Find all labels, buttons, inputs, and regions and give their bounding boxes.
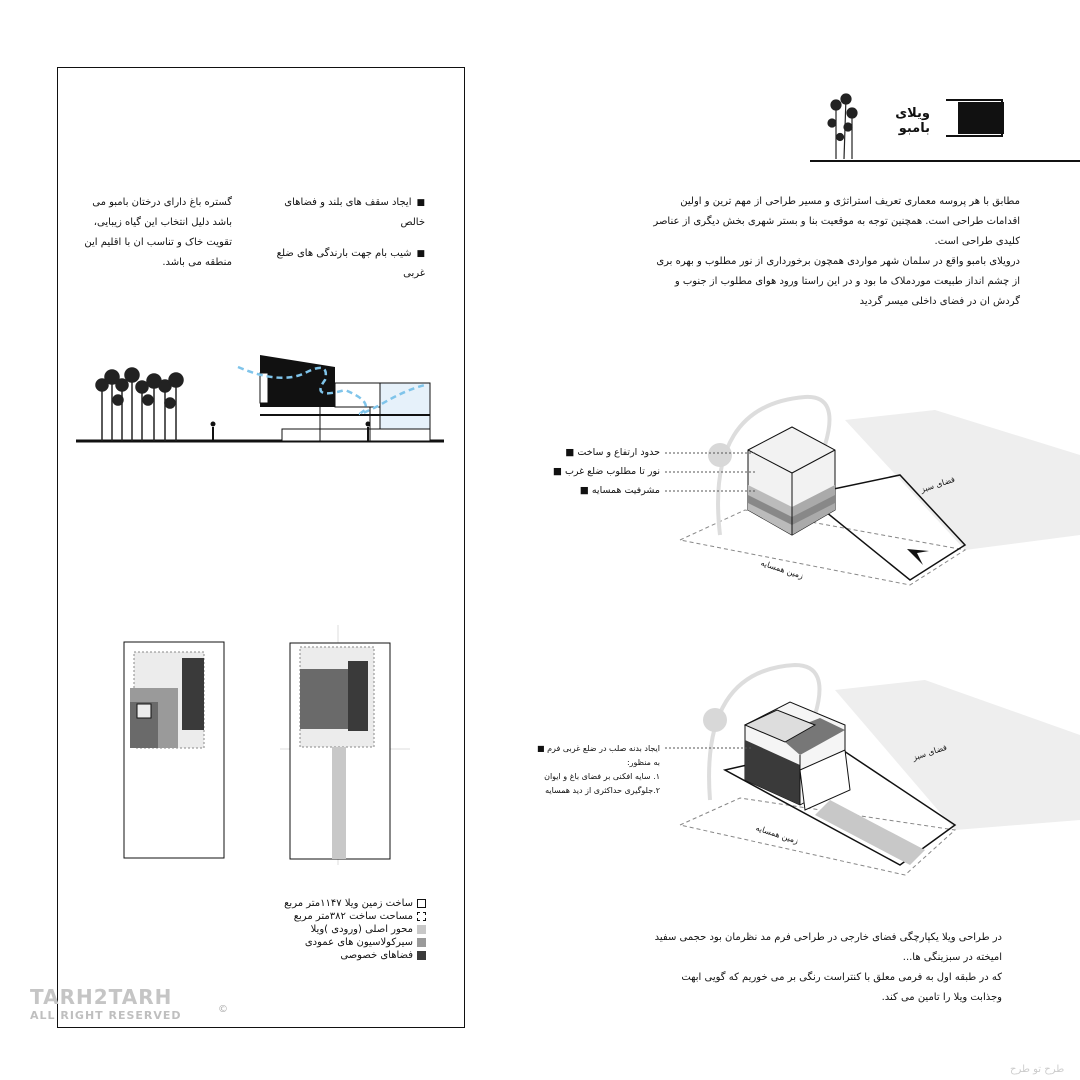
diag2-zone-green: فضای سبز (911, 742, 949, 763)
legend-label: سیرکولاسیون های عمودی (304, 937, 413, 948)
ground-floor-plan (122, 640, 227, 862)
diag2-label-sub: به منظور: (626, 758, 660, 767)
legend-item (280, 949, 426, 962)
legend-label: فضاهای خصوصی (340, 950, 413, 961)
diag2-leader (665, 745, 755, 755)
diag1-label-light: نور تا مطلوب ضلع غرب ■ (552, 466, 660, 477)
legend-swatch (417, 938, 426, 947)
copyright-mark: © (218, 1004, 228, 1015)
intro-paragraph-2: درویلای بامبو واقع در سلمان شهر مواردی همچون برخورداری از نور مطلوب و بهره بری از چشم انداز طبیعت موردملاک ما بود و در این راستا ورود هوای مطلوب از جنوب و گردش ان در فضای داخلی میسر گردید (656, 256, 1020, 307)
title-rule (810, 160, 1080, 162)
legend-label: ساخت زمین ویلا ۱۱۴۷متر مربع (284, 898, 413, 909)
intro-paragraph-1: مطابق با هر پروسه معماری تعریف استراتژی و مسیر طراحی از مهم ترین و اولین اقدامات طراحی است. همچنین توجه به موقعیت بنا و بستر شهری بخش دیگری از عناصر کلیدی طراحی است. (653, 196, 1020, 247)
legend-swatch (417, 912, 426, 921)
bamboo-icon (822, 93, 862, 159)
diag1-label-overlook: مشرفیت همسایه ■ (579, 485, 660, 496)
title-box-icon (944, 98, 1006, 138)
corner-watermark: طرح تو طرح (1010, 1064, 1065, 1075)
legend-label: محور اصلی (ورودی )ویلا (310, 924, 413, 935)
diag2-label-item-1: ۱. سایه افکنی بر فضای باغ و ایوان (544, 772, 660, 781)
diag1-zone-green: فضای سبز (919, 474, 957, 495)
page-title: ویلای بامبو (895, 106, 930, 136)
watermark-rights: ALL RIGHT RESERVED (30, 1009, 182, 1022)
legend-item (280, 910, 426, 923)
legend-item (280, 936, 426, 949)
legend-label: مساحت ساخت ۳۸۲متر مربع (293, 911, 413, 922)
section-drawing (70, 345, 450, 450)
legend-swatch (417, 951, 426, 960)
diag1-zone-neighbor: زمین همسایه (759, 558, 805, 581)
diag1-label-height: حدود ارتفاع و ساخت ■ (565, 447, 660, 458)
diag2-annotation (490, 742, 660, 798)
bamboo-trees (96, 368, 183, 441)
diag2-label-title: ایجاد بدنه صلب در ضلع غربی فرم ■ (536, 744, 660, 753)
watermark (30, 985, 230, 1022)
legend-swatch (417, 899, 426, 908)
diag1-leaders (665, 445, 760, 495)
conclusion-paragraph-1: در طراحی ویلا یکپارچگی فضای خارجی در طراحی فرم مد نظرمان بود حجمی سفید امیخته در سبزینگی ها... (654, 932, 1002, 963)
first-floor-plan (280, 625, 410, 865)
note-roof-slope: ■ شیب بام جهت بارندگی های ضلع غربی (265, 244, 425, 284)
legend-item (280, 897, 426, 910)
diag2-zone-neighbor: زمین همسایه (754, 823, 800, 846)
legend-item (280, 923, 426, 936)
garden-note: گستره باغ دارای درختان بامبو می باشد دلیل انتخاب این گیاه زیبایی، تقویت خاک و تناسب ان با اقلیم این منطقه می باشد. (84, 197, 232, 268)
diag2-label-item-2: ۲.جلوگیری حداکثری از دید همسایه (545, 786, 660, 795)
note-high-ceilings: ■ ایجاد سقف های بلند و فضاهای خالص (265, 193, 425, 233)
massing-diagram-2 (665, 650, 1080, 890)
watermark-brand: TARH2TARH (30, 985, 173, 1009)
conclusion-paragraph-2: که در طبقه اول به فرمی معلق با کنتراست رنگی بر می خوریم که گویی ابهت وجذابت ویلا را تامین می کند. (681, 972, 1002, 1003)
legend (280, 897, 426, 962)
legend-swatch (417, 925, 426, 934)
